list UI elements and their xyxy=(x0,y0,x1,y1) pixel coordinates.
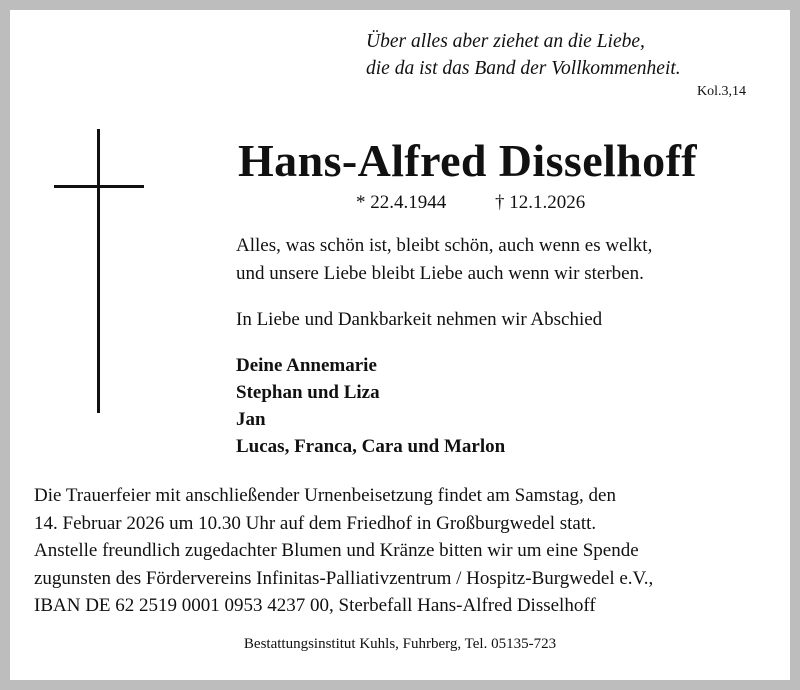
quote-line: Über alles aber ziehet an die Liebe, xyxy=(366,31,645,52)
notice-line: Die Trauerfeier mit anschließender Urnenbeisetzung findet am Samstag, den xyxy=(34,485,616,506)
quote-reference: Kol.3,14 xyxy=(697,84,746,99)
cross-horizontal-bar xyxy=(54,185,144,188)
family-member: Deine Annemarie xyxy=(236,355,377,376)
bible-quote xyxy=(366,28,681,82)
notice-line: Anstelle freundlich zugedachter Blumen und Kränze bitten wir um eine Spende xyxy=(34,540,639,561)
notice-line: 14. Februar 2026 um 10.30 Uhr auf dem Friedhof in Großburgwedel statt. xyxy=(34,512,597,534)
poem-line: und unsere Liebe bleibt Liebe auch wenn wir sterben. xyxy=(236,263,644,284)
funeral-notice xyxy=(34,482,653,620)
funeral-home-footer: Bestattungsinstitut Kuhls, Fuhrberg, Tel. 05135-723 xyxy=(243,636,557,652)
family-member: Jan xyxy=(236,409,266,430)
family-list xyxy=(236,352,505,460)
farewell-text: In Liebe und Dankbarkeit nehmen wir Abschied xyxy=(236,309,603,330)
deceased-name: Hans-Alfred Disselhoff xyxy=(238,135,698,186)
poem xyxy=(236,232,652,288)
notice-line: IBAN DE 62 2519 0001 0953 4237 00, Sterbefall Hans-Alfred Disselhoff xyxy=(34,595,596,616)
family-member: Stephan und Liza xyxy=(236,382,380,403)
death-date: † 12.1.2026 xyxy=(495,192,586,213)
poem-line: Alles, was schön ist, bleibt schön, auch wenn es welkt, xyxy=(236,235,653,256)
obituary-card xyxy=(10,10,790,680)
cross-vertical-bar xyxy=(97,129,100,413)
birth-date: * 22.4.1944 xyxy=(356,192,447,213)
life-dates xyxy=(356,192,585,214)
notice-line: zugunsten des Fördervereins Infinitas-Palliativzentrum / Hospitz-Burgwedel e.V., xyxy=(34,567,654,589)
quote-line: die da ist das Band der Vollkommenheit. xyxy=(366,58,681,79)
family-member: Lucas, Franca, Cara und Marlon xyxy=(236,436,506,457)
